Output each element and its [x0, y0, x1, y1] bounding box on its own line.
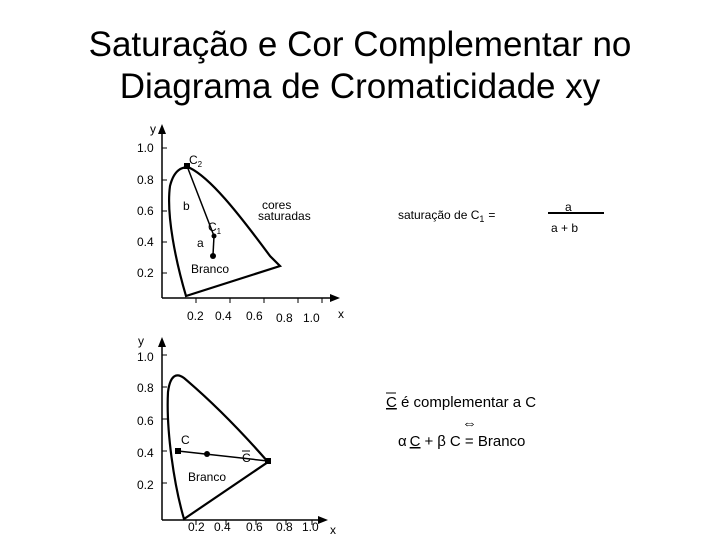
bottom-label-c: C: [181, 433, 190, 447]
top-label-c1: $C_1$: [208, 220, 222, 236]
bottom-line-complementary: [178, 451, 268, 461]
top-y-axis-arrow: [158, 124, 166, 134]
bottom-y-tick-label: 1.0: [137, 350, 154, 364]
top-x-tick-label: 0.2: [187, 309, 204, 323]
top-label-c2: $C_2$: [189, 153, 203, 169]
equivalence-symbol: ⇔: [462, 415, 477, 432]
bottom-y-tick-label: 0.8: [137, 381, 154, 395]
top-y-axis-label: y: [150, 122, 156, 136]
bottom-x-tick-label: 1.0: [302, 520, 319, 534]
top-x-tick-label: 1.0: [303, 311, 320, 325]
top-label-a: a: [197, 236, 204, 250]
formula-denominator: a + b: [551, 221, 579, 235]
bottom-y-axis-arrow: [158, 337, 166, 347]
top-x-tick-label: 0.8: [276, 311, 293, 325]
top-y-tick-label: 0.4: [137, 235, 154, 249]
bottom-y-tick-label: 0.2: [137, 478, 154, 492]
complementary-statement: C é complementar a C: [386, 394, 537, 411]
top-line-c1-white: [213, 236, 214, 255]
top-label-b: b: [183, 199, 190, 213]
top-x-tick-label: 0.6: [246, 309, 263, 323]
bottom-y-tick-label: 0.4: [137, 446, 154, 460]
bottom-y-axis-label: y: [138, 334, 144, 348]
bottom-x-tick-label: 0.2: [188, 520, 205, 534]
top-label-saturated-2: saturadas: [258, 209, 311, 223]
bottom-x-tick-label: 0.4: [214, 520, 231, 534]
bottom-spectral-locus: [168, 375, 268, 519]
top-x-tick-label: 0.4: [215, 309, 232, 323]
bottom-y-tick-label: 0.6: [137, 414, 154, 428]
top-label-saturated-1: cores: [262, 198, 292, 212]
top-point-white: [210, 253, 216, 259]
top-y-tick-label: 0.2: [137, 266, 154, 280]
bottom-x-axis-label: x: [330, 523, 336, 537]
bottom-x-tick-label: 0.6: [246, 520, 263, 534]
bottom-point-white: [204, 451, 210, 457]
title-line-1: Saturação e Cor Complementar no: [88, 25, 632, 64]
title-line-2: Diagrama de Cromaticidade xy: [119, 67, 601, 106]
top-diagram: [137, 122, 604, 325]
top-y-tick-label: 0.6: [137, 204, 154, 218]
bottom-x-axis-arrow: [318, 516, 328, 524]
top-x-axis-label: x: [338, 307, 344, 321]
bottom-x-tick-label: 0.8: [276, 520, 293, 534]
top-y-tick-label: 0.8: [137, 173, 154, 187]
bottom-diagram: [137, 334, 536, 537]
top-spectral-locus: [169, 168, 280, 296]
bottom-point-c-bar: [265, 458, 271, 464]
bottom-label-c-bar: C: [242, 451, 251, 465]
top-label-white: Branco: [191, 262, 230, 276]
top-y-tick-label: 1.0: [137, 141, 154, 155]
bottom-point-c: [175, 448, 181, 454]
top-x-axis-arrow: [330, 294, 340, 302]
formula-lhs: saturação de $C_1$ =: [398, 208, 496, 224]
bottom-label-white: Branco: [188, 470, 227, 484]
complementary-equation: α C + β C = Branco: [398, 433, 526, 450]
formula-numerator: a: [565, 200, 572, 214]
